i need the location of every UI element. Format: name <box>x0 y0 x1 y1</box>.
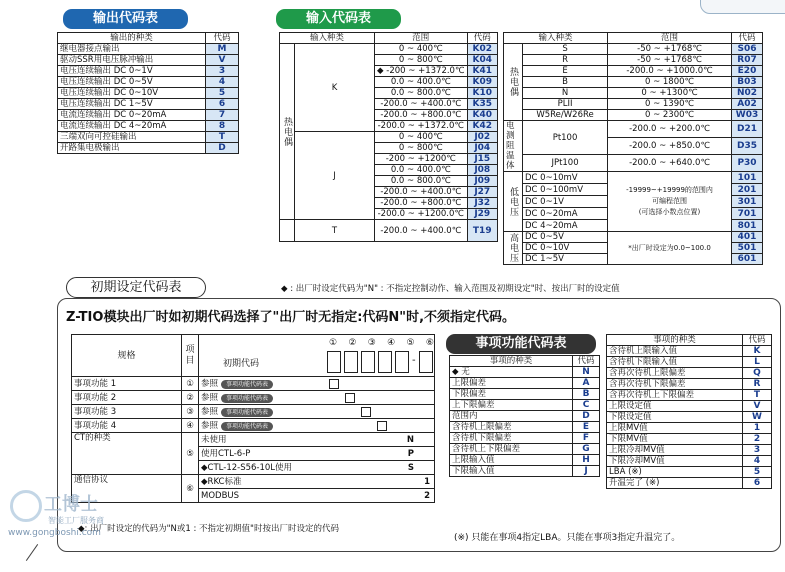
input-code-table-left <box>279 32 498 242</box>
table-row <box>504 88 763 99</box>
group-label: 热电偶 <box>280 44 295 220</box>
selection-box <box>377 421 387 431</box>
table-row <box>504 44 763 55</box>
range-cell: ◆ -200 ~ +1372.0℃ <box>375 66 467 77</box>
event-type-cell: 含待机下限偏差 <box>450 433 573 444</box>
table-row <box>280 220 498 242</box>
sensor-type: DC 1~5V <box>523 254 608 265</box>
event-type-cell: 升温完了 (※) <box>607 478 743 489</box>
code-cell: K40 <box>467 110 497 121</box>
col-header-type: 输出的种类 <box>58 33 206 44</box>
table-row <box>72 419 435 433</box>
range-cell: -200.0 ~ +850.0℃ <box>608 138 732 155</box>
code-cell: L <box>743 357 772 368</box>
initial-code-title: 初期设定代码表 <box>66 277 206 298</box>
code-cell: J <box>573 466 600 477</box>
event-code-table-tag: 事项功能代码表 <box>221 422 273 431</box>
code-cell: B <box>573 389 600 400</box>
code-cell: D <box>573 411 600 422</box>
col-header-code: 代码 <box>732 33 763 44</box>
table-row <box>607 379 772 390</box>
event-footnote: (※) 只能在事项4指定LBA。只能在事项3指定升温完了。 <box>454 533 681 543</box>
table-row <box>504 121 763 138</box>
range-cell: -200.0 ~ +800.0℃ <box>375 110 467 121</box>
initial-code-header <box>199 335 435 377</box>
code-cell: 401 <box>732 232 763 243</box>
table-row <box>504 232 763 243</box>
code-digit-box <box>419 351 433 373</box>
input-code-title: 输入代码表 <box>276 9 401 29</box>
col-header-range: 范围 <box>608 33 732 44</box>
spec-table <box>71 334 435 503</box>
code-cell: E20 <box>732 66 763 77</box>
output-type-cell: 开路集电极输出 <box>58 143 206 154</box>
sensor-type: B <box>523 77 608 88</box>
digit-marker: ⑤ <box>406 338 415 348</box>
sensor-type: DC 0~5V <box>523 232 608 243</box>
event-type-cell: 含待机上限偏差 <box>450 422 573 433</box>
table-row <box>58 132 239 143</box>
code-digit-box <box>361 351 375 373</box>
code-cell: 801 <box>732 220 763 232</box>
range-cell: 0 ~ +1300℃ <box>608 88 732 99</box>
table-row <box>450 433 600 444</box>
watermark-sub: 智能工厂服务商 <box>48 516 104 525</box>
col-header-item: 项目 <box>182 335 199 377</box>
code-cell: 5 <box>743 467 772 478</box>
table-row <box>280 44 498 55</box>
table-row <box>450 444 600 455</box>
table-row <box>504 66 763 77</box>
option-label: ◆RKC标准 <box>199 475 379 489</box>
option-code: 2 <box>379 489 435 503</box>
code-digit-box <box>327 351 341 373</box>
option-label: MODBUS <box>199 489 379 503</box>
col-header-input-type: 输入种类 <box>280 33 375 44</box>
code-cell: 501 <box>732 243 763 254</box>
code-cell: W03 <box>732 110 763 121</box>
event-type-cell: 上限冷却MV值 <box>607 445 743 456</box>
table-row <box>58 121 239 132</box>
spec-label: CT的种类 <box>72 433 182 475</box>
table-row <box>607 346 772 357</box>
range-cell: 0 ~ 1800℃ <box>608 77 732 88</box>
table-row <box>58 88 239 99</box>
code-cell: K41 <box>467 66 497 77</box>
group-label: 高电压 <box>504 232 523 265</box>
col-header-code: 代码 <box>206 33 239 44</box>
code-cell: 6 <box>743 478 772 489</box>
table-row <box>504 55 763 66</box>
code-cell: N02 <box>732 88 763 99</box>
code-cell: 101 <box>732 172 763 184</box>
input-code-table-right <box>503 32 763 265</box>
table-row <box>72 433 435 447</box>
table-row <box>450 455 600 466</box>
table-row <box>280 132 498 143</box>
watermark-url: www.gongboshi.com <box>8 528 101 538</box>
event-type-cell: 下限设定值 <box>607 412 743 423</box>
event-type-cell: 上限设定值 <box>607 401 743 412</box>
output-code-title: 输出代码表 <box>63 9 188 29</box>
digit-marker: ① <box>329 338 338 348</box>
table-row <box>607 467 772 478</box>
range-cell: -200.0 ~ +1372.0℃ <box>375 121 467 132</box>
code-cell: B03 <box>732 77 763 88</box>
code-cell: D35 <box>732 138 763 155</box>
table-row <box>72 475 435 489</box>
sensor-type: DC 4~20mA <box>523 220 608 232</box>
digit-marker: ③ <box>367 338 376 348</box>
table-row <box>504 77 763 88</box>
group-label: 电测阻温体 <box>504 121 523 172</box>
event-code-title: 事项功能代码表 <box>446 334 596 354</box>
event-type-cell: 范围内 <box>450 411 573 422</box>
table-row <box>607 423 772 434</box>
event-type-cell: ◆ 无 <box>450 367 573 378</box>
sensor-type: T <box>295 220 375 242</box>
event-code-table-tag: 事项功能代码表 <box>221 394 273 403</box>
option-code: S <box>379 461 435 475</box>
sensor-type: JPt100 <box>523 155 608 172</box>
table-row <box>450 422 600 433</box>
code-cell: J04 <box>467 143 497 154</box>
code-cell: J27 <box>467 187 497 198</box>
sensor-type: S <box>523 44 608 55</box>
code-cell: Q <box>743 368 772 379</box>
event-code-table-1 <box>449 355 600 477</box>
range-cell: -200.0 ~ +200.0℃ <box>608 121 732 138</box>
output-type-cell: 驱动SSR用电压脉冲输出 <box>58 55 206 66</box>
code-cell: 701 <box>732 208 763 220</box>
code-cell: A02 <box>732 99 763 110</box>
code-cell: 8 <box>206 121 239 132</box>
range-note-line: (可选择小数点位置) <box>638 208 701 216</box>
event-type-cell: 含待机上下限偏差 <box>450 444 573 455</box>
group-label-empty <box>280 220 295 242</box>
code-cell: 201 <box>732 184 763 196</box>
code-cell: K10 <box>467 88 497 99</box>
table-row <box>607 412 772 423</box>
code-digit-box <box>378 351 392 373</box>
code-cell: 7 <box>206 110 239 121</box>
code-cell: 3 <box>206 66 239 77</box>
initial-code-label: 初期代码 <box>223 359 260 369</box>
code-ref-cell <box>199 405 435 419</box>
table-row <box>607 368 772 379</box>
event-type-cell: 含待机下限输入值 <box>607 357 743 368</box>
sensor-type: PLII <box>523 99 608 110</box>
code-cell: 4 <box>206 77 239 88</box>
code-cell: J29 <box>467 209 497 220</box>
table-row <box>450 400 600 411</box>
watermark-brand: 工博士 <box>44 494 98 515</box>
event-type-cell: LBA (※) <box>607 467 743 478</box>
event-type-cell: 下限偏差 <box>450 389 573 400</box>
output-type-cell: 电流连续输出 DC 4~20mA <box>58 121 206 132</box>
event-type-cell: 上下限偏差 <box>450 400 573 411</box>
event-type-cell: 含再次待机上下限偏差 <box>607 390 743 401</box>
code-cell: J32 <box>467 198 497 209</box>
event-code-table-tag: 事项功能代码表 <box>221 408 273 417</box>
code-cell: J02 <box>467 132 497 143</box>
table-row <box>58 77 239 88</box>
code-cell: 3 <box>743 445 772 456</box>
table-row <box>504 155 763 172</box>
code-ref-cell <box>199 391 435 405</box>
digit-marker: ⑥ <box>425 338 434 348</box>
col-header-code: 代码 <box>743 335 772 346</box>
digit-marker: ② <box>348 338 357 348</box>
output-type-cell: 电压连续输出 DC 0~5V <box>58 77 206 88</box>
code-cell: D <box>206 143 239 154</box>
code-cell: K04 <box>467 55 497 66</box>
table-row <box>58 110 239 121</box>
table-row <box>607 390 772 401</box>
col-header-event-type: 事项的种类 <box>607 335 743 346</box>
col-header-code: 代码 <box>573 356 600 367</box>
event-type-cell: 含再次待机下限偏差 <box>607 379 743 390</box>
code-cell: T19 <box>467 220 497 242</box>
event-code-table-tag: 事项功能代码表 <box>221 380 273 389</box>
range-cell: 0.0 ~ 400.0℃ <box>375 77 467 88</box>
selection-box <box>329 379 339 389</box>
sensor-type: K <box>295 44 375 132</box>
ref-label: 参照 <box>201 378 219 389</box>
range-cell: 0.0 ~ 800.0℃ <box>375 88 467 99</box>
table-row <box>607 357 772 368</box>
col-header-range: 范围 <box>375 33 467 44</box>
code-cell: 601 <box>732 254 763 265</box>
code-cell: 4 <box>743 456 772 467</box>
table-row <box>504 99 763 110</box>
item-number: ① <box>182 377 199 391</box>
ref-label: 参照 <box>201 420 219 431</box>
spec-label: 事项功能 2 <box>72 391 182 405</box>
spec-label: 事项功能 3 <box>72 405 182 419</box>
range-note <box>608 172 732 232</box>
range-cell: 0 ~ 1390℃ <box>608 99 732 110</box>
range-cell: 0.0 ~ 400.0℃ <box>375 165 467 176</box>
sensor-type: R <box>523 55 608 66</box>
range-cell: 0 ~ 800℃ <box>375 143 467 154</box>
event-type-cell: 下限冷却MV值 <box>607 456 743 467</box>
range-cell: -50 ~ +1768℃ <box>608 55 732 66</box>
table-row <box>607 401 772 412</box>
group-label: 低电压 <box>504 172 523 232</box>
code-cell: J15 <box>467 154 497 165</box>
option-label: 使用CTL-6-P <box>199 447 379 461</box>
watermark-logo-icon <box>10 490 42 522</box>
code-cell: K09 <box>467 77 497 88</box>
range-cell: 0 ~ 2300℃ <box>608 110 732 121</box>
option-code: N <box>379 433 435 447</box>
range-note: *出厂时设定为0.0~100.0 <box>608 232 732 265</box>
code-cell: 1 <box>743 423 772 434</box>
table-row <box>58 44 239 55</box>
table-row <box>58 55 239 66</box>
digit-marker: ④ <box>387 338 396 348</box>
code-cell: D21 <box>732 121 763 138</box>
event-type-cell: 上限输入值 <box>450 455 573 466</box>
corner-line <box>26 544 38 561</box>
sensor-type: DC 0~20mA <box>523 208 608 220</box>
spec-footnote: ◆: 出厂时设定的代码为"N或1 : 不指定初期值"时按出厂时设定的代码 <box>78 524 339 534</box>
code-cell: V <box>206 55 239 66</box>
sensor-type: DC 0~10mV <box>523 172 608 184</box>
input-footnote: ◆ : 出厂时设定代码为"N" : 不指定控制动作、输入范围及初期设定"时、按出厂时的设定值 <box>281 284 620 294</box>
range-cell: -200.0 ~ +1200.0℃ <box>375 209 467 220</box>
event-code-table-2 <box>606 334 772 489</box>
output-type-cell: 电流连续输出 DC 0~20mA <box>58 110 206 121</box>
range-cell: 0 ~ 400℃ <box>375 44 467 55</box>
range-cell: -200.0 ~ +800.0℃ <box>375 198 467 209</box>
col-header-code: 代码 <box>467 33 497 44</box>
code-cell: G <box>573 444 600 455</box>
range-cell: -200.0 ~ +400.0℃ <box>375 220 467 242</box>
event-type-cell: 下限输入值 <box>450 466 573 477</box>
table-row <box>72 377 435 391</box>
table-row <box>504 172 763 184</box>
table-row <box>450 389 600 400</box>
group-label: 热电偶 <box>504 44 523 121</box>
table-row <box>450 367 600 378</box>
range-cell: -200 ~ +1200℃ <box>375 154 467 165</box>
range-cell: -200.0 ~ +1000.0℃ <box>608 66 732 77</box>
item-number: ④ <box>182 419 199 433</box>
range-cell: 0 ~ 400℃ <box>375 132 467 143</box>
sensor-type: N <box>523 88 608 99</box>
event-type-cell: 含再次待机上限偏差 <box>607 368 743 379</box>
range-cell: -50 ~ +1768℃ <box>608 44 732 55</box>
code-cell: 301 <box>732 196 763 208</box>
code-cell: C <box>573 400 600 411</box>
sensor-type: J <box>295 132 375 220</box>
sensor-type: E <box>523 66 608 77</box>
code-cell: J08 <box>467 165 497 176</box>
table-row <box>607 456 772 467</box>
item-number: ② <box>182 391 199 405</box>
table-row <box>607 434 772 445</box>
table-row <box>72 405 435 419</box>
code-digit-box <box>344 351 358 373</box>
event-type-cell: 上限MV值 <box>607 423 743 434</box>
code-cell: F <box>573 433 600 444</box>
event-type-cell: 上限偏差 <box>450 378 573 389</box>
code-cell: K <box>743 346 772 357</box>
table-row <box>58 66 239 77</box>
code-digit-box <box>395 351 409 373</box>
code-cell: 6 <box>206 99 239 110</box>
table-row <box>504 110 763 121</box>
output-type-cell: 电压连续输出 DC 0~10V <box>58 88 206 99</box>
code-cell: A <box>573 378 600 389</box>
code-ref-cell <box>199 377 435 391</box>
main-heading: Z-TIO模块出厂时如初期代码选择了"出厂时无指定:代码N"时,不须指定代码。 <box>66 310 516 325</box>
col-header-event-type: 事项的种类 <box>450 356 573 367</box>
table-row <box>450 411 600 422</box>
code-ref-cell <box>199 419 435 433</box>
sensor-type: Pt100 <box>523 121 608 155</box>
code-cell: T <box>743 390 772 401</box>
table-row <box>72 391 435 405</box>
code-cell: K02 <box>467 44 497 55</box>
option-label: 未使用 <box>199 433 379 447</box>
sensor-type: DC 0~100mV <box>523 184 608 196</box>
table-row <box>450 466 600 477</box>
code-cell: E <box>573 422 600 433</box>
corner-tab <box>700 0 785 14</box>
range-cell: 0 ~ 800℃ <box>375 55 467 66</box>
code-cell: V <box>743 401 772 412</box>
table-row <box>450 378 600 389</box>
code-cell: R <box>743 379 772 390</box>
table-row <box>607 478 772 489</box>
output-code-table <box>57 32 239 154</box>
spec-label: 事项功能 4 <box>72 419 182 433</box>
event-type-cell: 下限MV值 <box>607 434 743 445</box>
code-dash: - <box>412 355 416 366</box>
code-cell: P30 <box>732 155 763 172</box>
code-cell: H <box>573 455 600 466</box>
range-cell: 0.0 ~ 800.0℃ <box>375 176 467 187</box>
code-cell: T <box>206 132 239 143</box>
event-type-cell: 含待机上限输入值 <box>607 346 743 357</box>
selection-box <box>345 393 355 403</box>
code-cell: R07 <box>732 55 763 66</box>
output-type-cell: 三端双向可控硅输出 <box>58 132 206 143</box>
code-cell: W <box>743 412 772 423</box>
item-number: ③ <box>182 405 199 419</box>
selection-box <box>361 407 371 417</box>
output-type-cell: 电压连续输出 DC 1~5V <box>58 99 206 110</box>
code-cell: S06 <box>732 44 763 55</box>
table-row <box>607 445 772 456</box>
ref-label: 参照 <box>201 406 219 417</box>
range-cell: -200.0 ~ +400.0℃ <box>375 187 467 198</box>
output-type-cell: 继电器接点输出 <box>58 44 206 55</box>
spec-label: 通信协议 <box>72 475 182 503</box>
table-row <box>58 99 239 110</box>
code-cell: K35 <box>467 99 497 110</box>
code-cell: 5 <box>206 88 239 99</box>
ref-label: 参照 <box>201 392 219 403</box>
code-cell: K42 <box>467 121 497 132</box>
sensor-type: DC 0~1V <box>523 196 608 208</box>
option-code: 1 <box>379 475 435 489</box>
range-note-line: -19999~+19999的范围内 <box>626 186 713 194</box>
code-cell: M <box>206 44 239 55</box>
range-cell: -200.0 ~ +400.0℃ <box>375 99 467 110</box>
range-cell: -200.0 ~ +640.0℃ <box>608 155 732 172</box>
option-label: ◆CTL-12-S56-10L使用 <box>199 461 379 475</box>
col-header-spec: 规格 <box>72 335 182 377</box>
spec-label: 事项功能 1 <box>72 377 182 391</box>
sensor-type: DC 0~10V <box>523 243 608 254</box>
code-cell: N <box>573 367 600 378</box>
code-cell: J09 <box>467 176 497 187</box>
code-cell: 2 <box>743 434 772 445</box>
range-note-line: 可编程范围 <box>652 197 688 205</box>
table-row <box>58 143 239 154</box>
item-number: ⑤ <box>182 433 199 475</box>
output-type-cell: 电压连续输出 DC 0~1V <box>58 66 206 77</box>
col-header-input-type: 输入种类 <box>504 33 608 44</box>
sensor-type: W5Re/W26Re <box>523 110 608 121</box>
item-number: ⑥ <box>182 475 199 503</box>
option-code: P <box>379 447 435 461</box>
